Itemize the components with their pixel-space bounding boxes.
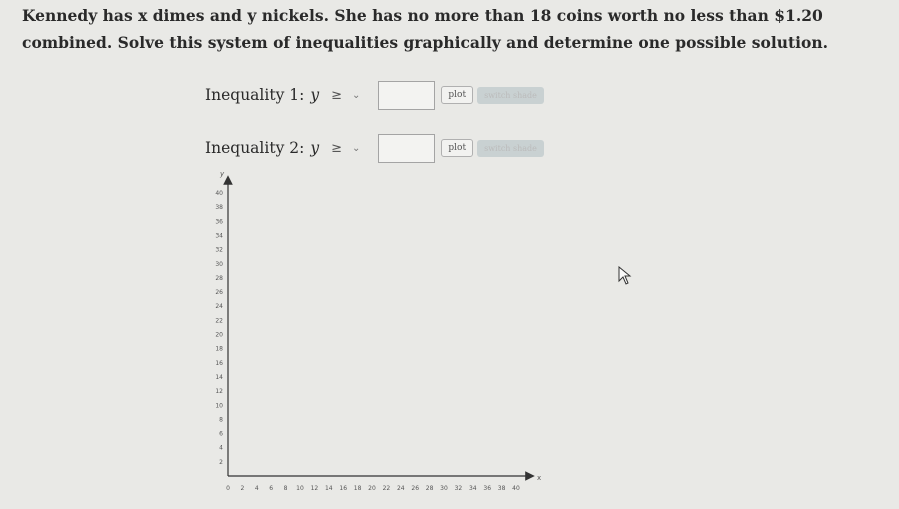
inequality-2-operator: ≥	[331, 140, 343, 156]
y-tick-label: 24	[215, 303, 223, 311]
y-tick-label: 40	[215, 190, 223, 197]
x-tick-label: 32	[454, 485, 463, 492]
problem-statement: Kennedy has x dimes and y nickels. She has no more than 18 coins worth no less than $1.20 combined. Solve this system of inequalities graphically and determine one possible solution.	[22, 6, 829, 52]
x-tick-label: 30	[440, 485, 448, 492]
y-tick-label: 38	[215, 204, 223, 212]
y-tick-label: 30	[215, 260, 223, 268]
x-tick-label: 24	[396, 485, 405, 492]
y-tick-label: 36	[215, 218, 223, 226]
inequality-2-label: Inequality 2:	[205, 139, 305, 157]
inequality-2-variable: y	[310, 139, 320, 157]
y-tick-label: 8	[219, 416, 223, 424]
y-tick-label: 6	[219, 430, 223, 438]
y-axis-label: y	[220, 170, 225, 178]
inequality-2-plot-button[interactable]: plot	[441, 139, 473, 157]
y-tick-label: 34	[215, 232, 223, 240]
y-tick-label: 32	[215, 246, 223, 254]
x-tick-label: 0	[226, 485, 230, 492]
x-axis-label: x	[537, 474, 542, 482]
y-tick-labels	[215, 190, 223, 466]
x-tick-label: 6	[269, 485, 274, 492]
y-tick-label: 22	[215, 317, 223, 325]
x-tick-label: 22	[382, 485, 391, 492]
y-tick-label: 12	[215, 388, 223, 396]
inequality-1-switch-shade-button[interactable]: switch shade	[477, 87, 544, 104]
y-tick-label: 4	[219, 444, 223, 452]
x-tick-label: 20	[368, 485, 376, 492]
x-tick-label: 8	[283, 485, 288, 492]
x-tick-label: 34	[468, 485, 477, 492]
x-tick-label: 18	[353, 485, 362, 492]
y-tick-label: 16	[215, 359, 223, 367]
y-tick-label: 26	[215, 289, 223, 297]
x-tick-label: 4	[254, 485, 259, 492]
chevron-down-icon: ⌄	[352, 142, 361, 154]
y-tick-label: 2	[219, 458, 223, 466]
chevron-down-icon: ⌄	[352, 89, 361, 101]
x-tick-label: 2	[240, 485, 245, 492]
x-tick-label: 40	[512, 485, 520, 492]
inequality-1-plot-button[interactable]: plot	[441, 86, 473, 104]
pointer-cursor-icon	[618, 266, 632, 286]
x-tick-label: 36	[483, 485, 492, 492]
inequality-2-switch-shade-button[interactable]: switch shade	[477, 140, 544, 157]
x-tick-label: 12	[310, 485, 319, 492]
y-tick-label: 28	[215, 274, 223, 282]
y-tick-label: 10	[215, 402, 223, 410]
x-tick-label: 28	[425, 485, 434, 492]
x-tick-labels	[226, 485, 520, 492]
x-tick-label: 10	[296, 485, 304, 492]
inequality-1-operator: ≥	[331, 87, 343, 103]
x-tick-label: 14	[324, 485, 333, 492]
inequality-1-variable: y	[310, 86, 320, 104]
x-tick-label: 26	[411, 485, 420, 492]
y-tick-label: 14	[215, 373, 223, 381]
x-tick-label: 16	[339, 485, 348, 492]
inequality-1-label: Inequality 1:	[205, 86, 305, 104]
x-tick-label: 38	[497, 485, 506, 492]
y-tick-label: 20	[215, 331, 223, 339]
y-tick-label: 18	[215, 345, 223, 353]
